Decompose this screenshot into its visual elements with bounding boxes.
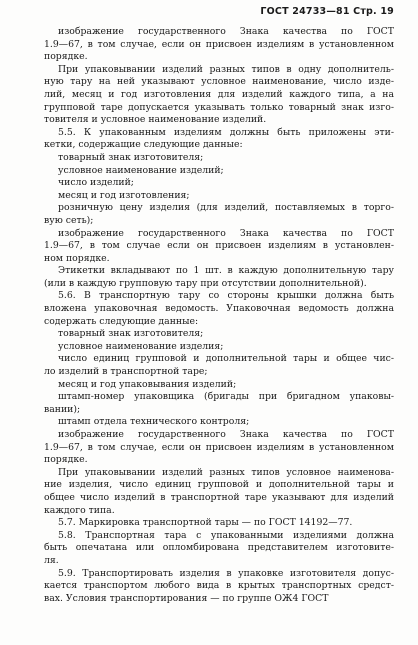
text-line: штамп-номер упаковщика (бригады при бригадном упаковы-: [58, 391, 394, 403]
paragraph: [44, 568, 394, 606]
paragraph: [44, 228, 394, 266]
text-line: товителя и условное наименование изделий.: [44, 114, 267, 126]
text-line: вложена упаковочная ведомость. Упаковочная ведомость должна: [44, 303, 394, 315]
text-line: каждого типа.: [44, 504, 115, 516]
paragraph: [44, 379, 394, 392]
text-line: ную тару на ней указывают условное наименование, число изде-: [44, 76, 394, 88]
text-line: 1.9—67, в том случае если он присвоен изделиям в установлен-: [44, 240, 394, 252]
paragraph: [44, 416, 394, 429]
text-line: 1.9—67, в том случае, если он присвоен изделиям в установленном: [44, 441, 394, 453]
paragraph: [44, 467, 394, 517]
paragraph: [44, 517, 394, 530]
text-line: 5.7. Маркировка транспортной тары — по ГОСТ 14192—77.: [58, 517, 353, 529]
text-line: 5.9. Транспортировать изделия в упаковке изготовителя допус-: [58, 567, 394, 579]
text-line: При упаковывании изделий разных типов условное наименова-: [58, 466, 394, 478]
text-line: штамп отдела технического контроля;: [58, 416, 250, 428]
paragraph: [44, 328, 394, 341]
paragraph: [44, 64, 394, 127]
paragraph: [44, 177, 394, 190]
paragraph: [44, 290, 394, 328]
text-line: изображение государственного Знака качества по ГОСТ: [58, 429, 394, 440]
text-line: порядке.: [44, 454, 88, 466]
paragraph: [44, 353, 394, 378]
paragraph: [44, 190, 394, 203]
text-line: Этикетки вкладывают по 1 шт. в каждую дополнительную тару: [58, 265, 394, 277]
text-line: вую сеть);: [44, 214, 94, 226]
text-line: кетки, содержащие следующие данные:: [44, 139, 243, 151]
text-line: ние изделия, число единиц групповой и дополнительной тары и: [44, 479, 394, 491]
text-line: кается транспортом любого вида в крытых транспортных средст-: [44, 580, 394, 592]
text-line: 5.8. Транспортная тара с упакованными изделиями должна: [58, 529, 394, 541]
text-line: 5.6. В транспортную тару со стороны крышки должна быть: [58, 290, 394, 302]
text-line: изображение государственного Знака качества по ГОСТ: [58, 227, 394, 239]
text-line: ля.: [44, 554, 59, 566]
paragraph: [44, 127, 394, 152]
text-line: ло изделий в транспортной таре;: [44, 366, 208, 378]
text-line: условное наименование изделия;: [58, 340, 224, 352]
paragraph: [44, 391, 394, 416]
text-line: изображение государственного Знака качества по ГОСТ: [58, 26, 394, 37]
paragraph: [44, 26, 394, 64]
text-line: вании);: [44, 403, 81, 415]
paragraph: [44, 265, 394, 290]
text-line: быть опечатана или опломбирована представителем изготовите-: [44, 542, 394, 554]
text-line: ном порядке.: [44, 252, 110, 264]
text-line: содержать следующие данные:: [44, 315, 199, 327]
text-line: 1.9—67, в том случае, если он присвоен изделиям в установленном: [44, 38, 394, 50]
document-body: [44, 26, 394, 605]
text-line: месяц и год упаковывания изделий;: [58, 378, 237, 390]
paragraph: [44, 202, 394, 227]
paragraph: [44, 165, 394, 178]
text-line: товарный знак изготовителя;: [58, 328, 204, 340]
text-line: общее число изделий в транспортной таре указывают для изделий: [44, 491, 394, 503]
text-line: групповой таре допускается указывать только товарный знак изго-: [44, 101, 394, 113]
text-line: товарный знак изготовителя;: [58, 151, 204, 163]
text-line: число единиц групповой и дополнительной тары и общее чис-: [58, 353, 394, 365]
text-line: При упаковывании изделий разных типов в одну дополнитель-: [58, 63, 394, 75]
paragraph: [44, 530, 394, 568]
paragraph: [44, 341, 394, 354]
paragraph: [44, 429, 394, 467]
page-header: ГОСТ 24733—81 Стр. 19: [260, 6, 394, 17]
text-line: месяц и год изготовления;: [58, 189, 190, 201]
text-line: вах. Условия транспортирования — по группе ОЖ4 ГОСТ: [44, 592, 329, 604]
text-line: порядке.: [44, 51, 88, 63]
text-line: лий, месяц и год изготовления для изделий каждого типа, а на: [44, 88, 394, 100]
text-line: (или в каждую групповую тару при отсутствии дополнительной).: [44, 277, 367, 289]
text-line: число изделий;: [58, 177, 134, 189]
text-line: 5.5. К упакованным изделиям должны быть приложены эти-: [58, 126, 394, 138]
text-line: розничную цену изделия (для изделий, поставляемых в торго-: [58, 202, 394, 214]
paragraph: [44, 152, 394, 165]
text-line: условное наименование изделий;: [58, 164, 224, 176]
